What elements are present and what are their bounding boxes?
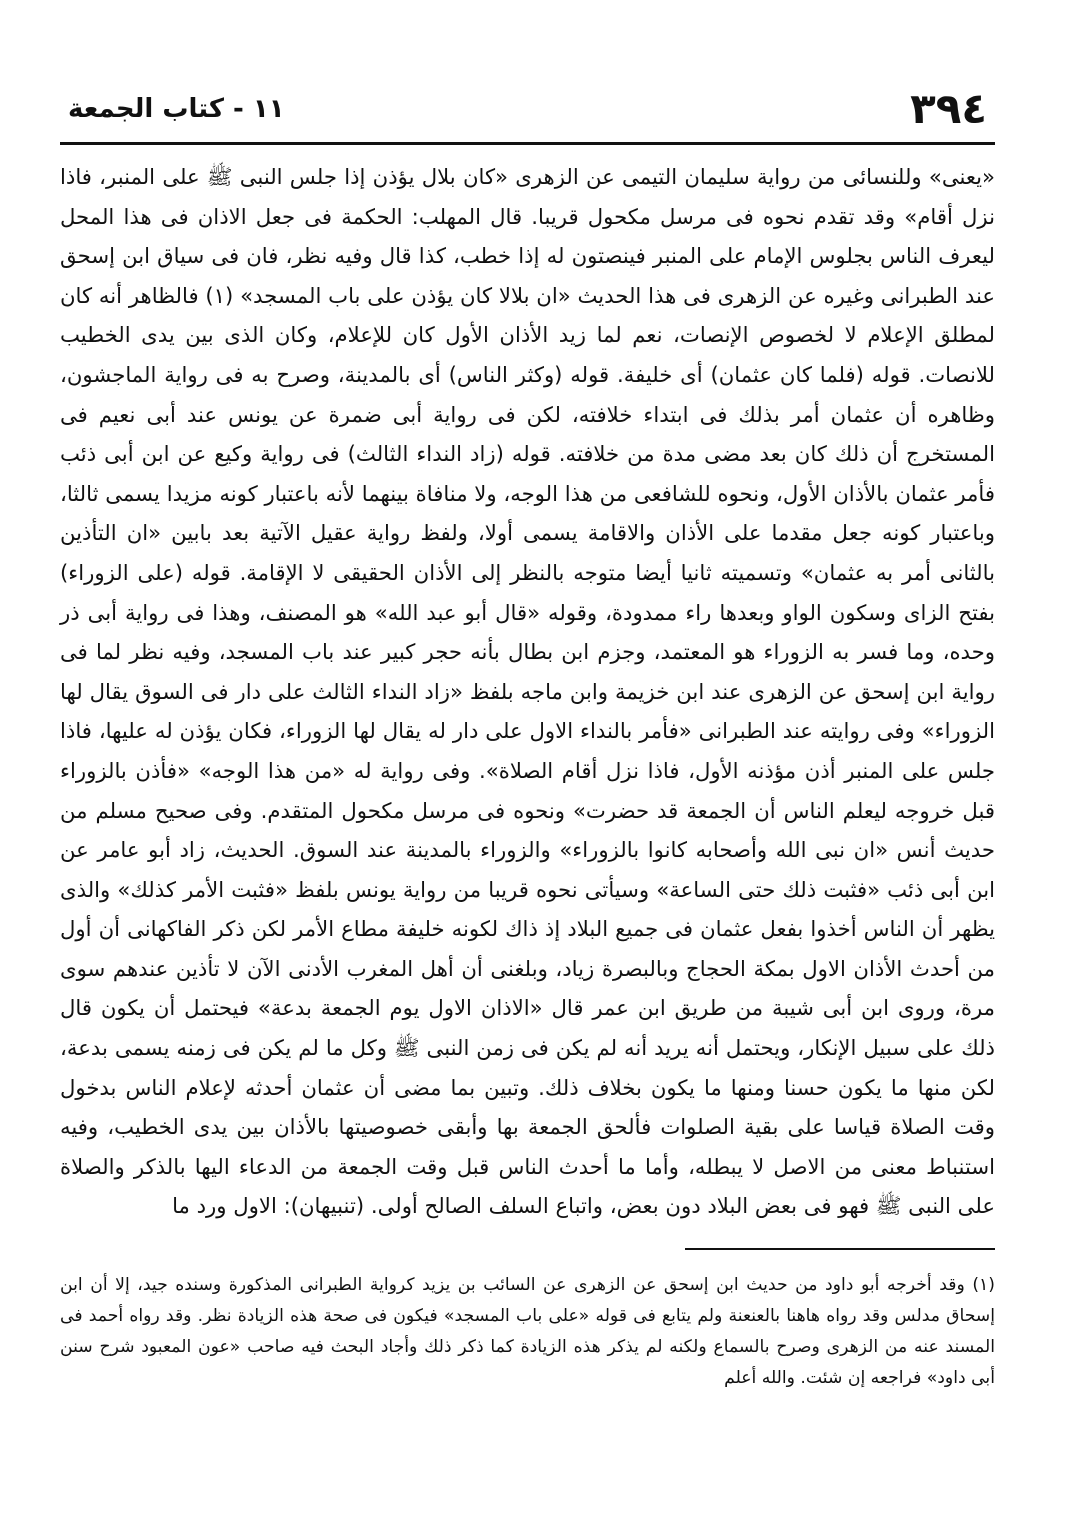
book-page [60,80,995,1500]
footnote-divider [685,1248,995,1250]
page-header [60,80,995,145]
page-number: ٣٩٤ [910,84,987,133]
commentary-text: «يعنى» وللنسائى من رواية سليمان التيمى عن الزهرى «كان بلال يؤذن إذا جلس النبى ﷺ على المنبر، فاذا نزل أقام» وقد تقدم نحوه فى مرسل مكحول قريبا. قال المهلب: الحكمة فى جعل الاذان فى هذا المحل ليعرف الناس بجلوس الإمام على المنبر فينصتون له إذا خطب، كذا قال وفيه نظر، فان فى سياق ابن إسحق عند الطبرانى وغيره عن الزهرى فى هذا الحديث «ان بلالا كان يؤذن على باب المسجد» (١) فالظاهر أنه كان لمطلق الإعلام لا لخصوص الإنصات، نعم لما زيد الأذان الأول كان للإعلام، وكان الذى بين يدى الخطيب للانصات. قوله (فلما كان عثمان) أى خليفة. قوله (وكثر الناس) أى بالمدينة، وصرح به فى رواية الماجشون، وظاهره أن عثمان أمر بذلك فى ابتداء خلافته، لكن فى رواية أبى ضمرة عن يونس عند أبى نعيم فى المستخرج أن ذلك كان بعد مضى مدة من خلافته. قوله (زاد النداء الثالث) فى رواية وكيع عن ابن أبى ذئب فأمر عثمان بالأذان الأول، ونحوه للشافعى من هذا الوجه، ولا منافاة بينهما لأنه باعتبار كونه مزيدا يسمى ثالثا، وباعتبار كونه جعل مقدما على الأذان والاقامة يسمى أولا، ولفظ رواية عقيل الآتية بعد بابين «ان التأذين بالثانى أمر به عثمان» وتسميته ثانيا أيضا متوجه بالنظر إلى الأذان الحقيقى لا الإقامة. قوله (على الزوراء) بفتح الزاى وسكون الواو وبعدها راء ممدودة، وقوله «قال أبو عبد الله» هو المصنف، وهذا فى رواية أبى ذر وحده، وما فسر به الزوراء هو المعتمد، وجزم ابن بطال بأنه حجر كبير عند باب المسجد، وفيه نظر لما فى رواية ابن إسحق عن الزهرى عند ابن خزيمة وابن ماجه بلفظ «زاد النداء الثالث على دار فى السوق يقال لها الزوراء» وفى روايته عند الطبرانى «فأمر بالنداء الاول على دار له يقال لها الزوراء، فكان يؤذن له عليها، فاذا جلس على المنبر أذن مؤذنه الأول، فاذا نزل أقام الصلاة». وفى رواية له «من هذا الوجه» «فأذن بالزوراء قبل خروجه ليعلم الناس أن الجمعة قد حضرت» ونحوه فى مرسل مكحول المتقدم. وفى صحيح مسلم من حديث أنس «ان نبى الله وأصحابه كانوا بالزوراء» والزوراء بالمدينة عند السوق. الحديث، زاد أبو عامر عن ابن أبى ذئب «فثبت ذلك حتى الساعة» وسيأتى نحوه قريبا من رواية يونس بلفظ «فثبت الأمر كذلك» والذى يظهر أن الناس أخذوا بفعل عثمان فى جميع البلاد إذ ذاك لكونه خليفة مطاع الأمر لكن ذكر الفاكهانى أن أول من أحدث الأذان الاول بمكة الحجاج وبالبصرة زياد، وبلغنى أن أهل المغرب الأدنى الآن لا تأذين عندهم سوى مرة، وروى ابن أبى شيبة من طريق ابن عمر قال «الاذان الاول يوم الجمعة بدعة» فيحتمل أن يكون قال ذلك على سبيل الإنكار، ويحتمل أنه يريد أنه لم يكن فى زمن النبى ﷺ وكل ما لم يكن فى زمنه يسمى بدعة، لكن منها ما يكون حسنا ومنها ما يكون بخلاف ذلك. وتبين بما مضى أن عثمان أحدثه لإعلام الناس بدخول وقت الصلاة قياسا على بقية الصلوات فألحق الجمعة بها وأبقى خصوصيتها بالأذان بين يدى الخطيب، وفيه استنباط معنى من الاصل لا يبطله، وأما ما أحدث الناس قبل وقت الجمعة من الدعاء اليها بالذكر والصلاة على النبى ﷺ فهو فى بعض البلاد دون بعض، واتباع السلف الصالح أولى. (تنبيهان): الاول ورد ما [60,164,995,1219]
footnote-text: (١) وقد أخرجه أبو داود من حديث ابن إسحق عن الزهرى عن السائب بن يزيد كرواية الطبرانى المذكورة وسنده جيد، إلا أن ابن إسحاق مدلس وقد رواه هاهنا بالعنعنة ولم يتابع فى قوله «على باب المسجد» فيكون فى صحة هذه الزيادة نظر. وقد رواه أحمد فى المسند عنه من الزهرى وصرح بالسماع ولكنه لم يذكر هذه الزيادة كما ذكر ذلك وأجاد البحث فيه صاحب «عون المعبود شرح سنن أبى داود» فراجعه إن شئت. والله أعلم [60,1275,995,1389]
running-title: ١١ - كتاب الجمعة [68,94,285,124]
